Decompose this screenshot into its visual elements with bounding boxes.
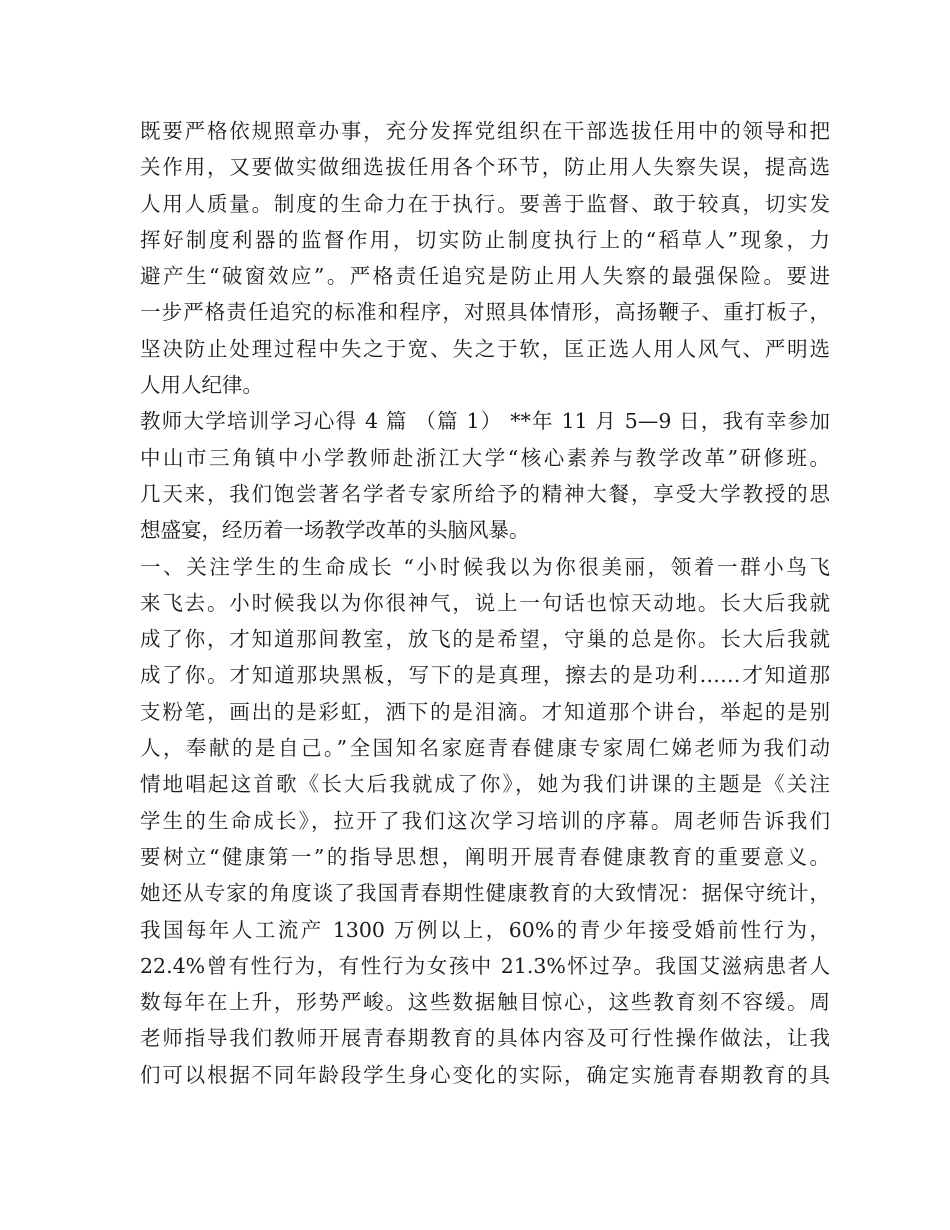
text-line: 既要严格依规照章办事，充分发挥党组织在干部选拔任用中的领导和把 [140,119,830,143]
section-heading-line: 一、关注学生的生命成长 “小时候我以为你很美丽，领着一群小鸟飞 [140,554,830,579]
article-heading-line: 教师大学培训学习心得 4 篇 （篇 1） **年 11 月 5—9 日，我有幸参加 [140,409,830,434]
text-line: 几天来，我们饱尝著名学者专家所给予的精神大餐，享受大学教授的思 [140,481,830,506]
text-line: 想盛宴，经历着一场教学改革的头脑风暴。 [140,518,530,543]
text-line: 一步严格责任追究的标准和程序，对照具体情形，高扬鞭子、重打板子， [140,300,830,325]
text-line: 挥好制度利器的监督作用，切实防止制度执行上的“稻草人”现象，力 [140,227,830,252]
text-line: 中山市三角镇中小学教师赴浙江大学“核心素养与教学改革”研修班。 [140,445,830,470]
text-line: 22.4%曾有性行为，有性行为女孩中 21.3%怀过孕。我国艾滋病患者人 [140,953,830,978]
text-line: 们可以根据不同年龄段学生身心变化的实际，确定实施青春期教育的具 [140,1062,830,1087]
text-line: 成了你，才知道那间教室，放飞的是希望，守巢的总是你。长大后我就 [140,627,830,652]
text-line: 她还从专家的角度谈了我国青春期性健康教育的大致情况：据保守统计， [140,881,830,906]
text-line: 坚决防止处理过程中失之于宽、失之于软，匡正选人用人风气、严明选 [140,336,830,361]
text-line: 人用人纪律。 [140,373,263,398]
text-line: 我国每年人工流产 1300 万例以上，60%的青少年接受婚前性行为， [140,917,830,942]
text-line: 支粉笔，画出的是彩虹，洒下的是泪滴。才知道那个讲台，举起的是别 [140,699,830,724]
text-line: 学生的生命成长》，拉开了我们这次学习培训的序幕。周老师告诉我们 [140,808,830,833]
text-line: 关作用，又要做实做细选拔任用各个环节，防止用人失察失误，提高选 [140,155,830,180]
text-line: 来飞去。小时候我以为你很神气，说上一句话也惊天动地。长大后我就 [140,590,830,615]
text-line: 要树立“健康第一”的指导思想，阐明开展青春健康教育的重要意义。 [140,844,830,869]
text-line: 成了你。才知道那块黑板，写下的是真理，擦去的是功利……才知道那 [140,663,830,688]
text-line: 情地唱起这首歌《长大后我就成了你》，她为我们讲课的主题是《关注 [140,772,830,797]
text-line: 人用人质量。制度的生命力在于执行。要善于监督、敢于较真，切实发 [140,191,830,216]
document-body [140,113,830,1093]
text-line: 老师指导我们教师开展青春期教育的具体内容及可行性操作做法，让我 [140,1026,830,1051]
text-line: 避产生“破窗效应”。严格责任追究是防止用人失察的最强保险。要进 [140,264,830,289]
text-line: 人，奉献的是自己。”全国知名家庭青春健康专家周仁娣老师为我们动 [140,736,830,761]
text-line: 数每年在上升，形势严峻。这些数据触目惊心，这些教育刻不容缓。周 [140,990,830,1015]
